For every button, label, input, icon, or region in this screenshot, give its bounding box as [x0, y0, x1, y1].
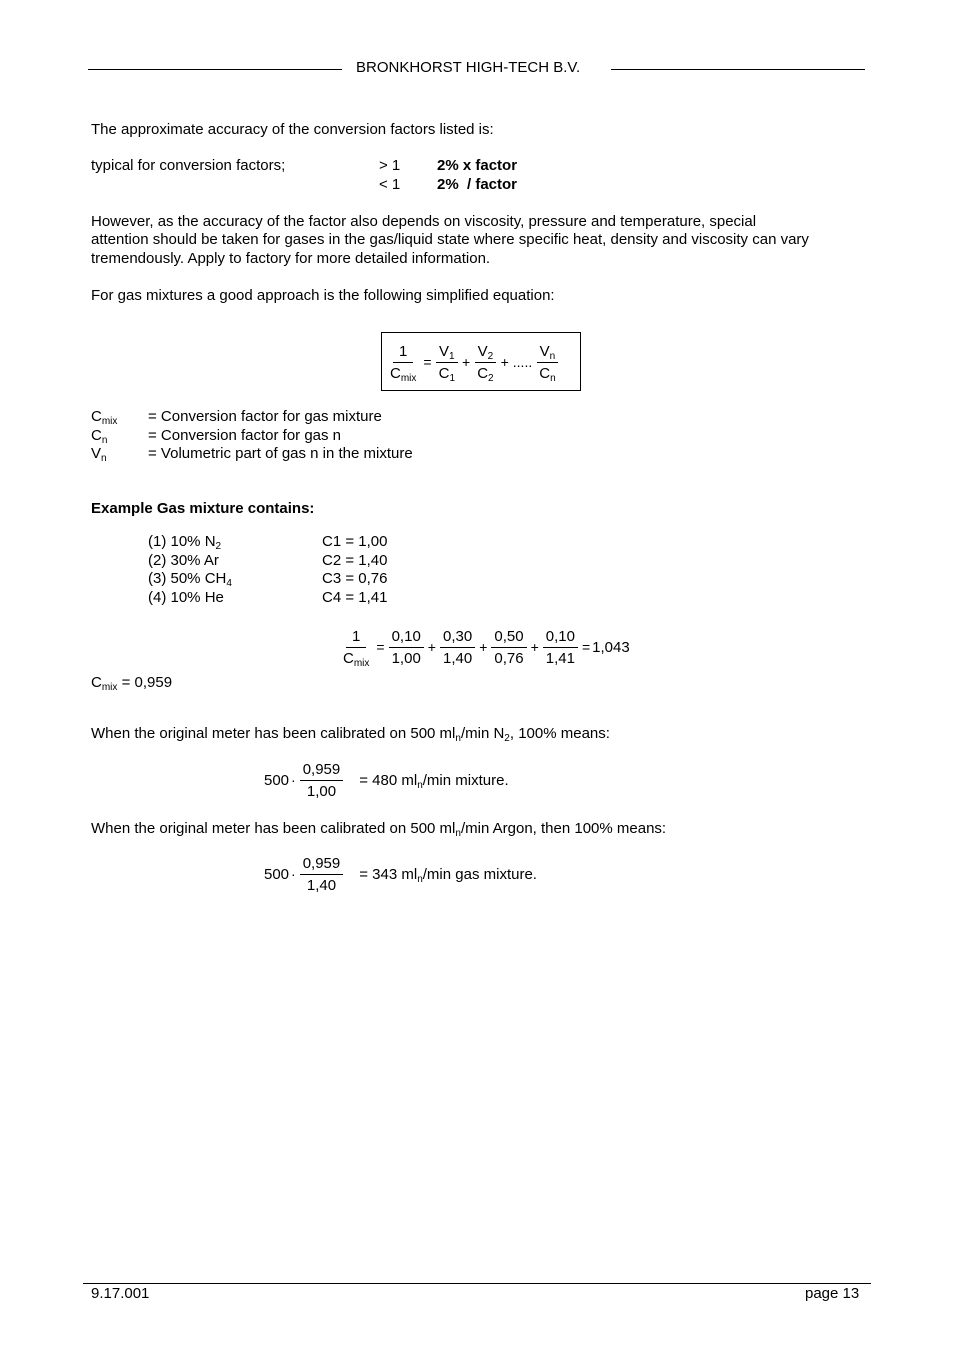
denominator: $C_{mix}$: [390, 364, 417, 384]
equals-sign: =: [581, 639, 591, 655]
accuracy-intro: The approximate accuracy of the conversion factors listed is:: [91, 121, 494, 138]
paragraph-line-1: However, as the accuracy of the factor also depends on viscosity, pressure and temperature, special: [91, 213, 757, 230]
fraction-v2-over-c2: [474, 342, 496, 383]
numerator: 1: [393, 342, 413, 363]
numerator: 0,50: [491, 627, 526, 648]
fraction-term-1: [389, 627, 424, 668]
denominator: 1,00: [306, 782, 337, 800]
accuracy-value-gt: 2% x factor: [437, 157, 518, 174]
numerator: $V_1$: [436, 342, 458, 363]
plus-sign: +: [427, 639, 436, 655]
fraction-factor: [300, 854, 344, 895]
numerator: 1: [346, 627, 366, 648]
calibration-2-text: When the original meter has been calibrated on 500 $ml_n/\min$ Argon, then 100% means:: [91, 820, 667, 839]
plus-sign: +: [462, 354, 471, 370]
footer-page-number: page 13: [805, 1285, 860, 1302]
numerator: 0,10: [543, 627, 578, 648]
calibration-2-result: = 343 $ml_n/\min$ gas mixture.: [359, 865, 537, 885]
accuracy-label: typical for conversion factors;: [91, 157, 286, 174]
cmix-result: $C_{mix} = 0,959$: [91, 674, 173, 693]
example-title: Example Gas mixture contains:: [91, 500, 315, 517]
gas-label-2: (2) 30% Ar: [148, 552, 219, 569]
definition-symbol-cmix: $C_{mix}$: [91, 408, 118, 427]
definition-text-vn: = Volumetric part of gas n in the mixture: [148, 445, 413, 462]
multiply-dot: ·: [291, 866, 296, 882]
gas-label-4: (4) 10% He: [148, 589, 224, 606]
header-company: BRONKHORST HIGH-TECH B.V.: [356, 59, 581, 76]
definition-symbol-cn: $C_n$: [91, 427, 108, 446]
mixture-formula: [385, 340, 561, 384]
denominator: 1,40: [442, 649, 473, 667]
denominator: $C_1$: [438, 364, 455, 384]
denominator: 0,76: [494, 649, 524, 667]
calculation-result: 1,043: [592, 638, 630, 656]
gas-label-3: (3) 50% $CH_4$: [148, 570, 232, 589]
multiplier: 500: [264, 865, 290, 883]
footer-rule: [83, 1283, 871, 1284]
denominator: 1,40: [306, 876, 337, 894]
accuracy-cond-lt: < 1: [379, 176, 401, 193]
equals-sign: =: [376, 639, 385, 655]
denominator: $C_2$: [477, 364, 494, 384]
definition-symbol-vn: $V_n$: [91, 445, 107, 464]
multiply-dot: ·: [291, 772, 296, 788]
numerator: 0,959: [300, 854, 344, 875]
gas-factor-3: C3 = 0,76: [322, 570, 388, 587]
numerator: $V_n$: [537, 342, 559, 363]
plus-sign: +: [479, 639, 488, 655]
ellipsis: .....: [512, 354, 533, 370]
fraction-term-3: [491, 627, 526, 668]
header-rule-right: [611, 69, 865, 70]
definition-text-cmix: = Conversion factor for gas mixture: [148, 408, 382, 425]
definition-text-cn: = Conversion factor for gas n: [148, 427, 342, 444]
gas-factor-4: C4 = 1,41: [322, 589, 388, 606]
plus-sign: +: [530, 639, 539, 655]
calibration-1-result: = 480 $ml_n/\min$ mixture.: [359, 771, 509, 791]
denominator: 1,00: [391, 649, 421, 667]
equals-sign: =: [423, 354, 432, 370]
plus-sign: +: [500, 354, 509, 370]
gas-label-1: (1) 10% $N_2$: [148, 533, 222, 552]
example-calculation: [338, 625, 630, 669]
numerator: 0,959: [300, 760, 344, 781]
fraction-term-4: [543, 627, 578, 668]
accuracy-value-lt: 2% / factor: [437, 176, 518, 193]
numerator: 0,10: [389, 627, 424, 648]
gas-factor-1: C1 = 1,00: [322, 533, 388, 550]
calibration-2-equation: [264, 852, 537, 896]
fraction-vn-over-cn: [536, 342, 558, 383]
denominator: $C_{mix}$: [343, 649, 370, 669]
denominator: $C_n$: [539, 364, 556, 384]
multiplier: 500: [264, 771, 290, 789]
denominator: 1,41: [545, 649, 575, 667]
footer-doc-number: 9.17.001: [91, 1285, 150, 1302]
numerator: 0,30: [440, 627, 475, 648]
fraction-1-over-cmix: [340, 627, 372, 668]
fraction-factor: [300, 760, 344, 801]
gas-factor-2: C2 = 1,40: [322, 552, 388, 569]
calibration-1-text: When the original meter has been calibrated on 500 $ml_n/\min$ $N_2$, 100% means:: [91, 725, 610, 744]
fraction-term-2: [440, 627, 475, 668]
calibration-1-equation: [264, 758, 509, 802]
header-rule-left: [88, 69, 342, 70]
accuracy-cond-gt: > 1: [379, 157, 401, 174]
fraction-v1-over-c1: [436, 342, 458, 383]
numerator: $V_2$: [475, 342, 497, 363]
fraction-1-over-cmix: [387, 342, 419, 383]
paragraph-line-3: tremendously. Apply to factory for more detailed information.: [91, 250, 491, 267]
paragraph-line-2: attention should be taken for gases in the gas/liquid state where specific heat, density and viscosity can vary: [91, 231, 809, 248]
mixture-intro: For gas mixtures a good approach is the following simplified equation:: [91, 287, 555, 304]
